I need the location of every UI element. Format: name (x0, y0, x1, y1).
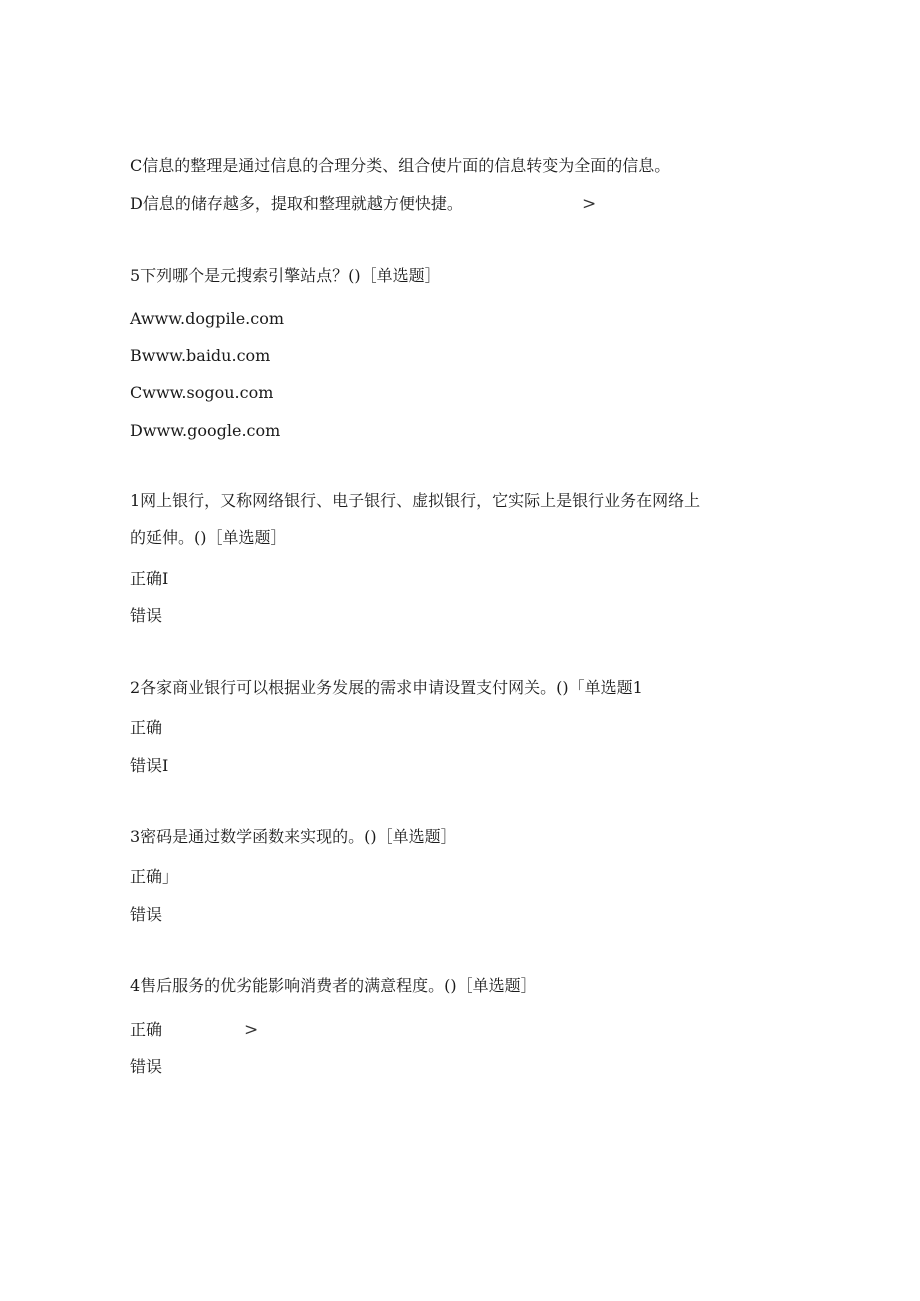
question-1-option-false: 错误 (130, 606, 163, 625)
question-4-prompt: 4售后服务的优劣能影响消费者的满意程度。()［单选题］ (130, 976, 537, 995)
question-5-option-d: Dwww.google.com (130, 421, 281, 440)
question-4-option-true: 正确 (130, 1020, 163, 1039)
question-1-option-true: 正确I (130, 569, 169, 588)
question-2-option-false: 错误I (130, 756, 169, 775)
question-4-option-true-marker: > (244, 1020, 259, 1040)
question-1-prompt-line2: 的延伸。()［单选题］ (130, 528, 287, 547)
option-c-text: C信息的整理是通过信息的合理分类、组合使片面的信息转变为全面的信息。 (130, 156, 671, 175)
question-3-option-false: 错误 (130, 905, 163, 924)
question-5-prompt: 5下列哪个是元搜索引擎站点？()［单选题］ (130, 266, 441, 285)
question-2-option-true: 正确 (130, 718, 163, 737)
option-d-text: D信息的储存越多，提取和整理就越方便快捷。 (130, 194, 463, 213)
question-4-option-false: 错误 (130, 1057, 163, 1076)
question-5-option-b: Bwww.baidu.com (130, 346, 271, 365)
question-3-prompt: 3密码是通过数学函数来实现的。()［单选题］ (130, 827, 457, 846)
question-5-option-a: Awww.dogpile.com (130, 309, 285, 328)
question-5-option-c: Cwww.sogou.com (130, 383, 274, 402)
question-2-prompt: 2各家商业银行可以根据业务发展的需求申请设置支付网关。()「单选题1 (130, 678, 643, 697)
option-d-marker: > (582, 194, 597, 214)
question-3-option-true: 正确」 (130, 867, 179, 886)
question-1-prompt-line1: 1网上银行，又称网络银行、电子银行、虚拟银行，它实际上是银行业务在网络上 (130, 491, 701, 510)
